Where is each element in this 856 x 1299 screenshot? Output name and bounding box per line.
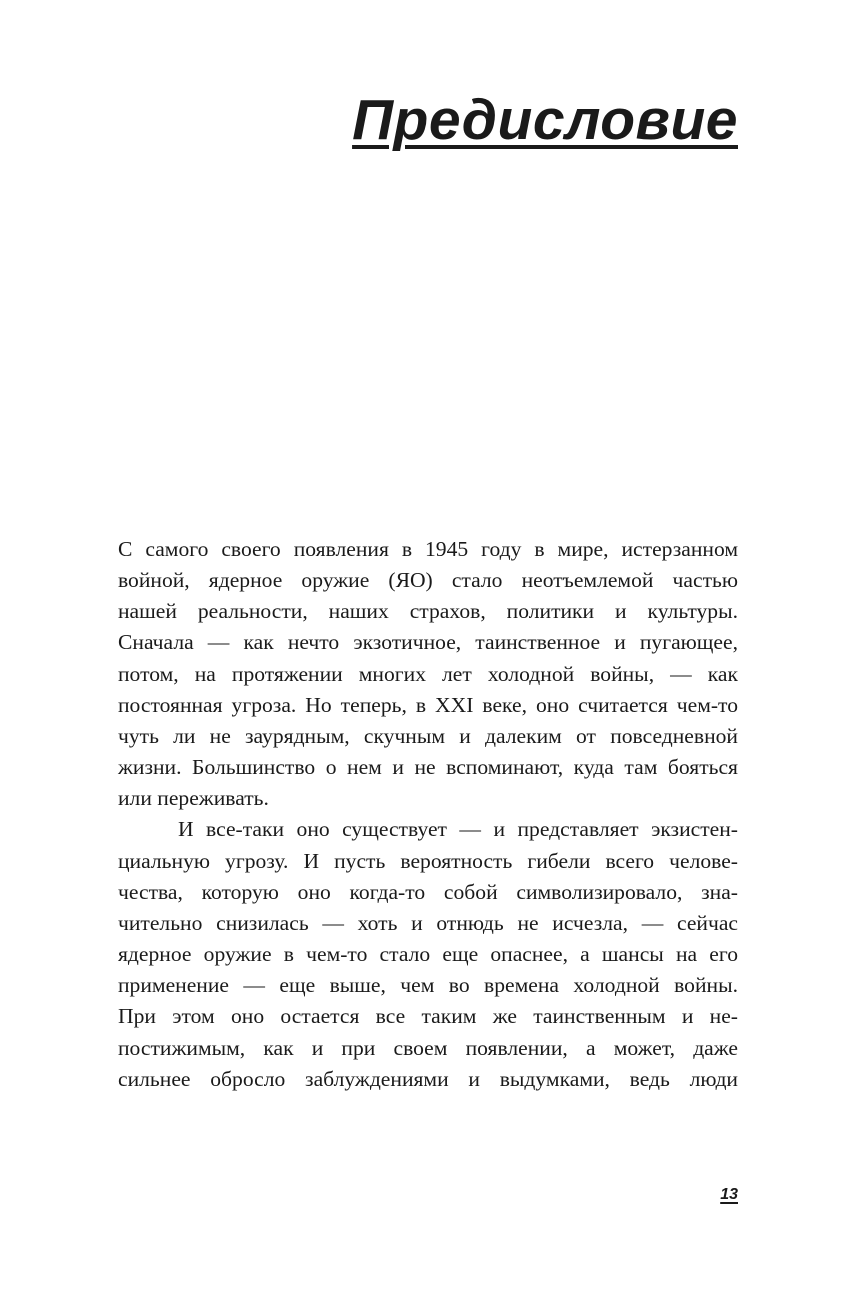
- text-line: потом, на протяжении многих лет холодной войны, — как: [118, 661, 738, 686]
- text-line: Сначала — как нечто экзотичное, таинственное и пугающее,: [118, 630, 738, 655]
- text-line: При этом оно остается все таким же таинственным и не-: [118, 1004, 738, 1029]
- text-line: циальную угрозу. И пусть вероятность гибели всего челове-: [118, 848, 738, 873]
- text-line: постоянная угроза. Но теперь, в XXI веке, оно считается чем-то: [118, 692, 738, 717]
- chapter-title: Предисловие: [352, 88, 738, 152]
- text-line: жизни. Большинство о нем и не вспоминают, куда там бояться: [118, 755, 738, 780]
- text-line: чительно снизилась — хоть и отнюдь не исчезла, — сейчас: [118, 910, 738, 935]
- text-line: или переживать.: [118, 786, 269, 811]
- paragraph: [118, 814, 738, 1094]
- text-line: войной, ядерное оружие (ЯО) стало неотъемлемой частью: [118, 568, 738, 593]
- text-line: ядерное оружие в чем-то стало еще опаснее, а шансы на его: [118, 942, 738, 967]
- text-line: С самого своего появления в 1945 году в мире, истерзанном: [118, 537, 738, 561]
- text-line: сильнее обросло заблуждениями и выдумками, ведь люди: [118, 1066, 738, 1091]
- text-line: И все-таки оно существует — и представляет экзистен-: [178, 817, 738, 842]
- page-number: 13: [720, 1186, 738, 1203]
- text-line: нашей реальности, наших страхов, политики и культуры.: [118, 599, 738, 624]
- text-line: постижимым, как и при своем появлении, а может, даже: [118, 1035, 738, 1060]
- text-line: чества, которую оно когда-то собой символизировало, зна-: [118, 879, 738, 904]
- text-line: применение — еще выше, чем во времена холодной войны.: [118, 973, 738, 998]
- body-text: [118, 534, 738, 1095]
- text-line: чуть ли не заурядным, скучным и далеким от повседневной: [118, 723, 738, 748]
- paragraph: [118, 534, 738, 814]
